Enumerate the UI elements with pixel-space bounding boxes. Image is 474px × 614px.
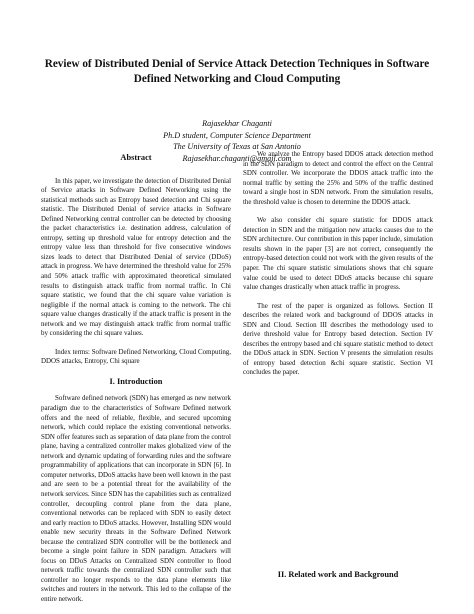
intro-paragraph-4: The rest of the paper is organized as follows. Section II describes the related work and background of DDOS attacks in SDN and Cloud. Section III describes the methodology used to derive threshold value for Entropy based detection. Section IV describes the entropy based and chi square statistic method to detect the DDoS attack in SDN. Section V presents the simulation results of entropy based detection &chi square statistic. Section VI concludes the paper. [243, 301, 433, 377]
paper-title: Review of Distributed Denial of Service Attack Detection Techniques in Software Defined Networking and Cloud Computing [44, 58, 430, 85]
intro-paragraph-3: We also consider chi square statistic for DDOS attack detection in SDN and the mitigation new attacks causes due to the SDN architecture. Our contribution in this paper include, simulation results shown in the paper [3] are not correct, consequently the entropy-based detection could not work with the given results of the paper. The chi square statistic simulations shows that chi square value could be used to detect DDoS attacks because chi square value changes drastically when attack traffic in progress. [243, 216, 433, 292]
author-name: Rajasekhar Chaganti [202, 119, 272, 128]
author-email: Rajasekhar.chaganti@gmail.com [182, 153, 292, 163]
abstract-text: In this paper, we investigate the detection of Distributed Denial of Service attacks in Software Defined Networking using the statistical methods such as Entropy based detection and Chi square statistic. The Distributed Denial of service attacks in Software Defined Networking central controller can be detected by choosing the packet characteristics i.e. destination address, calculation of entropy, setting up threshold value for entropy detection and the entropy value less than threshold for five consecutive windows sizes leads to detect that Distributed Denial of service (DDoS) attack in progress. We have determined the threshold value for 25% and 50% attack traffic with approximated theoretical simulated results to distinguish attack traffic from normal traffic. In Chi square statistic, we found that the chi square value variation is negligible if the normal attack is coming to the network. The chi square value changes drastically if the attack traffic is present in the network and we may distinguish attack traffic from normal traffic by considering the chi square values. [41, 176, 231, 338]
index-terms: Index terms: Software Defined Networking, Cloud Computing, DDOS attacks, Entropy, Chi square [41, 347, 231, 366]
left-column [41, 150, 231, 614]
right-column [243, 150, 433, 387]
intro-paragraph-2: We analyze the Entropy based DDOS attack detection method in the SDN paradigm to detect and control the effect on the Central SDN controller. We incorporate the DDOS attack traffic into the normal traffic by setting the 25% and 50% of the traffic destined toward a single host in SDN network. From the simulation results, the threshold value is chosen to determine the DDOS attack. [243, 150, 433, 206]
author-affiliation: The University of Texas at San Antonio [173, 142, 301, 151]
abstract-heading: Abstract [120, 153, 152, 162]
section-heading-introduction: I. Introduction [109, 376, 163, 386]
section-heading-related-work: II. Related work and Background [277, 570, 399, 579]
intro-paragraph-1: Software defined network (SDN) has emerged as new network paradigm due to the characteristics of Software Defined network offers and the need of reliable, flexible, and secured upcoming network, which could replace the existing conventional networks. SDN offer features such as separation of data plane from the control plane, having a centralized controller makes globalized view of the network and dynamic updating of forwarding rules and the software programmability of applications that can incorporate in SDN [6]. In computer networks, DDoS attacks have been well known in the past and are seen to be a potential threat for the availability of the network services. Since SDN has the capabilities such as centralized controller, decoupling control plane from the data plane, conventional networks can be replaced with SDN to easily detect and early reaction to DDoS attacks. However, Installing SDN would enable new security threats in the Software Defined Network because the centralized SDN controller will be the bottleneck and become a single point failure in SDN paradigm. Attackers will focus on DDoS Attacks on Centralized SDN controller to flood network traffic towards the centralized SDN controller such that controller no longer responds to the data plane elements like switches and routers in the network. This led to the collapse of the entire network. [41, 394, 231, 603]
author-position: Ph.D student, Computer Science Department [163, 130, 311, 140]
